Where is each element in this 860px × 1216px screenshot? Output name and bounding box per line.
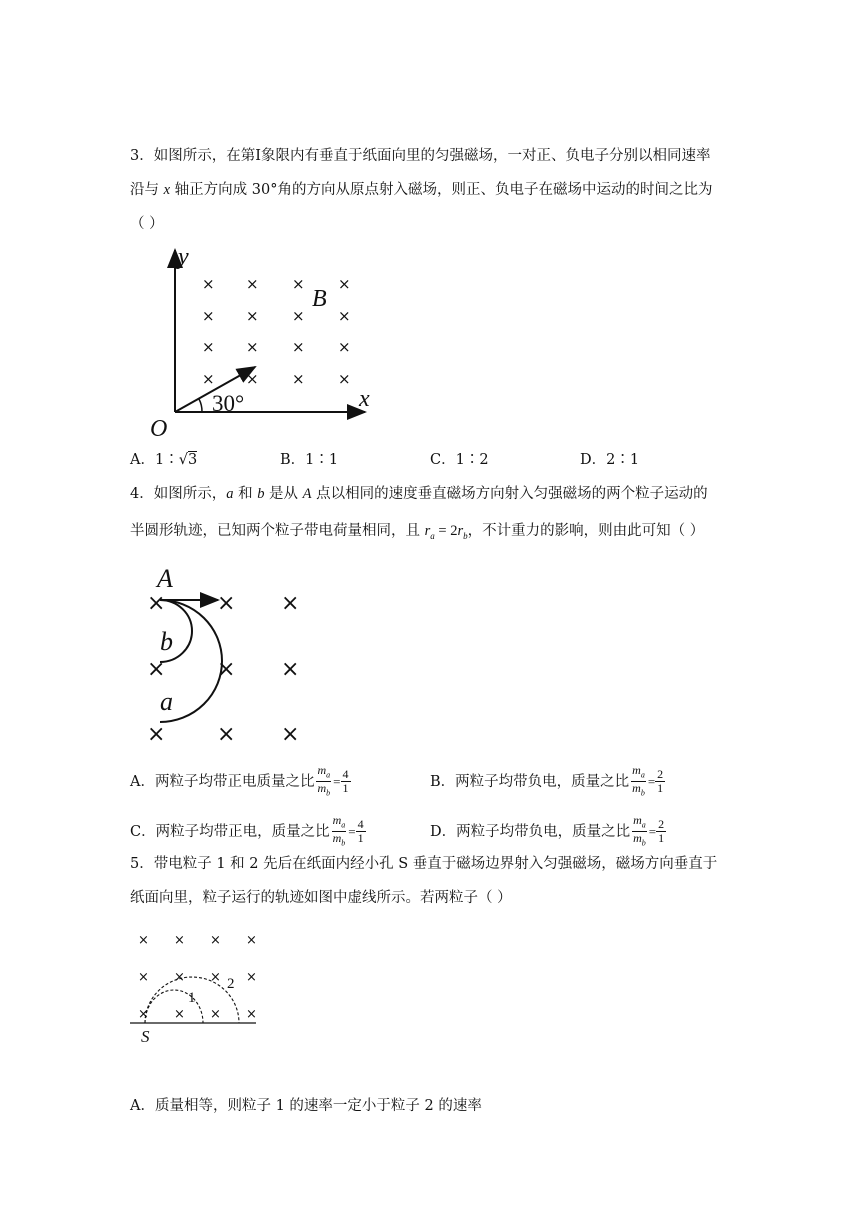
q4-cross: × (217, 722, 236, 747)
q3-cross: × (338, 275, 351, 293)
q3-y-label: y (178, 244, 189, 270)
q5-cross: × (138, 970, 149, 985)
q3-cross: × (292, 338, 305, 356)
q3-cross: × (246, 338, 259, 356)
q4-var-b: b (257, 486, 265, 502)
q4-c-den: 1 (357, 831, 364, 846)
q4-var-a: a (226, 486, 234, 502)
q4-option-c: C．两粒子均带正电，质量之比 $\frac{m_a}{m_b}$ = $\frac{4}{1}$ (130, 813, 364, 848)
q5-option-a: A．质量相等，则粒子 1 的速率一定小于粒子 2 的速率 (130, 1098, 482, 1114)
q4-frac-sub-b: b (640, 788, 645, 798)
q4-cross: × (147, 591, 166, 616)
q4-d-den: 1 (658, 831, 665, 846)
q3-option-a-radicand: 3 (187, 452, 198, 468)
q4-frac-m: m (632, 763, 641, 777)
q4-line1-c: 是从 (264, 486, 303, 502)
q4-option-b: B．两粒子均带负电，质量之比 $\frac{m_a}{m_b}$ = $\frac{2}{1}$ (430, 763, 664, 798)
q4-line1-d: 点以相同的速度垂直磁场方向射入匀强磁场的两个粒子运动的 (311, 486, 708, 502)
q4-line2-a: 半圆形轨迹，已知两个粒子带电荷量相同，且 (130, 523, 425, 539)
q4-b-num: 2 (657, 767, 664, 782)
q5-cross: × (210, 933, 221, 948)
q5-figure (128, 926, 268, 1050)
q4-line-1 (130, 484, 708, 504)
q3-option-b: B．1∶1 (280, 452, 339, 468)
q4-b-den: 1 (657, 781, 664, 796)
q5-cross: × (246, 970, 257, 985)
q4-figure (140, 560, 320, 750)
q3-cross: × (246, 275, 259, 293)
q3-cross: × (202, 338, 215, 356)
q4-line-2 (130, 521, 704, 546)
q3-line-3: （ ） (130, 216, 164, 232)
q4-a-num: 4 (342, 767, 349, 782)
q4-d-num: 2 (658, 817, 665, 832)
q4-cross: × (281, 722, 300, 747)
q3-line2-a: 沿与 (130, 182, 164, 198)
q5-label-S: S (141, 1027, 150, 1046)
q4-frac-sub-b: b (341, 838, 346, 848)
q5-cross: × (138, 1007, 149, 1022)
q5-label-1: 1 (188, 990, 196, 1006)
q4-frac-m: m (633, 813, 642, 827)
q4-line1-a: 4．如图所示， (130, 486, 227, 502)
q4-eq-sub-b: b (463, 530, 468, 541)
q3-cross: × (338, 338, 351, 356)
q4-a-label: a (160, 687, 173, 716)
q4-frac-m: m (317, 763, 327, 777)
q4-c-num: 4 (357, 817, 364, 832)
q4-eq-r2: r (457, 523, 464, 539)
q5-cross: × (174, 933, 185, 948)
q4-eq-r1: r (424, 523, 431, 539)
q4-cross: × (147, 722, 166, 747)
q4-option-a: A．两粒子均带正电质量之比 $\frac{m_a}{m_b}$ = $\frac{4}{1}$ (130, 763, 349, 798)
q3-cross: × (292, 307, 305, 325)
q3-line2-b: 轴正方向成 30°角的方向从原点射入磁场，则正、负电子在磁场中运动的时间之比为 (170, 182, 713, 198)
q3-option-d: D．2∶1 (580, 452, 640, 468)
q4-eq-sub-a: a (430, 530, 435, 541)
q5-cross: × (174, 1007, 185, 1022)
q4-option-a-text: A．两粒子均带正电质量之比 (130, 773, 315, 790)
q4-line1-b: 和 (233, 486, 258, 502)
q4-frac-m: m (332, 813, 342, 827)
q3-option-a-text: A．1∶ (130, 452, 179, 468)
q5-cross: × (246, 933, 257, 948)
q3-cross: × (292, 370, 305, 388)
q3-x-var: x (163, 182, 171, 198)
q4-A-label: A (157, 564, 173, 593)
q4-cross: × (281, 591, 300, 616)
q3-cross: × (202, 307, 215, 325)
q4-a-den: 1 (342, 781, 349, 796)
q3-B-label: B (312, 286, 327, 312)
q3-line-1: 3．如图所示，在第Ⅰ象限内有垂直于纸面向里的匀强磁场，一对正、负电子分别以相同速率 (130, 148, 711, 164)
q4-frac-sub-a: a (326, 770, 331, 780)
q4-b-label: b (160, 627, 173, 656)
q5-field-crosses (138, 933, 257, 1022)
q4-frac-m: m (633, 831, 642, 846)
q4-eq-mid: = 2 (434, 523, 458, 539)
q3-line-2 (130, 180, 712, 200)
q3-option-a: A．1∶√3 (130, 452, 198, 468)
q3-cross: × (246, 370, 259, 388)
q3-cross: × (246, 307, 259, 325)
q5-cross: × (174, 970, 185, 985)
q5-cross: × (210, 1007, 221, 1022)
q5-label-2: 2 (227, 976, 235, 992)
q3-cross: × (338, 307, 351, 325)
q4-frac-m: m (317, 781, 327, 796)
q4-frac-m: m (332, 831, 342, 846)
q4-cross: × (217, 657, 236, 682)
q4-frac-sub-a: a (641, 820, 646, 830)
q3-x-label: x (359, 386, 370, 412)
q4-option-d: D．两粒子均带负电，质量之比 $\frac{m_a}{m_b}$ = $\frac{2}{1}$ (430, 813, 665, 848)
q4-frac-sub-a: a (640, 770, 645, 780)
q5-line-2: 纸面向里，粒子运行的轨迹如图中虚线所示。若两粒子（ ） (130, 890, 512, 906)
q3-origin-label: O (150, 416, 168, 440)
q3-cross: × (202, 275, 215, 293)
q3-cross: × (292, 275, 305, 293)
q3-option-c: C．1∶2 (430, 452, 489, 468)
q4-frac-m: m (632, 781, 641, 796)
q4-frac-sub-a: a (341, 820, 346, 830)
q4-cross: × (147, 657, 166, 682)
q3-cross: × (202, 370, 215, 388)
q4-frac-sub-b: b (641, 838, 646, 848)
q3-cross: × (338, 370, 351, 388)
q3-angle-arc (199, 399, 202, 412)
q3-angle-label: 30° (212, 391, 245, 416)
q3-figure (140, 240, 390, 440)
q4-line2-b: ，不计重力的影响，则由此可知（ ） (467, 523, 705, 539)
q5-cross: × (138, 933, 149, 948)
q4-option-d-text: D．两粒子均带负电，质量之比 (430, 823, 631, 840)
q4-frac-sub-b: b (326, 788, 331, 798)
q4-cross: × (217, 591, 236, 616)
q4-cross: × (281, 657, 300, 682)
q3-field-crosses (202, 275, 351, 388)
q4-option-c-text: C．两粒子均带正电，质量之比 (130, 823, 330, 840)
q4-var-A: A (302, 486, 312, 502)
q5-line-1: 5．带电粒子 1 和 2 先后在纸面内经小孔 S 垂直于磁场边界射入匀强磁场，磁场方向垂直于 (130, 856, 718, 872)
q4-field-crosses (147, 591, 299, 747)
q4-option-b-text: B．两粒子均带负电，质量之比 (430, 773, 630, 790)
q5-cross: × (210, 970, 221, 985)
q5-cross: × (246, 1007, 257, 1022)
